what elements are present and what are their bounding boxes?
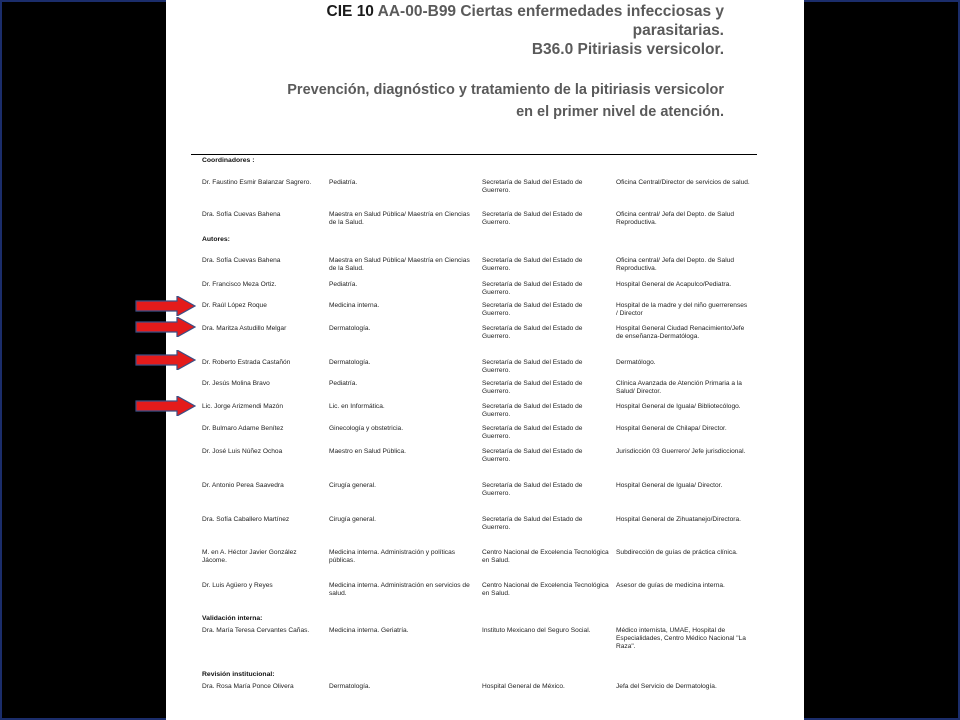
specialty: Maestra en Salud Pública/ Maestría en Ciencias de la Salud. [329, 257, 470, 273]
position: Dermatólogo. [616, 359, 656, 366]
header-line-3: B36.0 Pitiriasis versicolor. [531, 41, 724, 58]
specialty: Cirugía general. [329, 482, 376, 489]
position: Hospital de la madre y del niño guerrerenses / Director [616, 302, 748, 318]
position: Médico internista, UMAE, Hospital de Especialidades, Centro Médico Nacional "La Raza". [616, 627, 746, 651]
position: Oficina central/ Jefa del Depto. de Salud Reproductiva. [616, 257, 735, 273]
position: Oficina Central/Director de servicios de salud. [616, 179, 750, 186]
institution: Secretaría de Salud del Estado de Guerrero. [482, 325, 583, 341]
position: Jurisdicción 03 Guerrero/ Jefe jurisdiccional. [616, 448, 746, 455]
person-name: Dra. María Teresa Cervantes Cañas. [202, 627, 310, 634]
person-name: Lic. Jorge Arizmendi Mazón [202, 403, 283, 410]
institution: Secretaría de Salud del Estado de Guerrero. [482, 257, 583, 273]
position: Asesor de guías de medicina interna. [616, 582, 725, 589]
red-arrow-icon [135, 350, 196, 370]
specialty: Medicina interna. Administración y políticas públicas. [329, 549, 456, 565]
institution: Secretaría de Salud del Estado de Guerrero. [482, 403, 583, 419]
section-revision: Revisión institucional: [202, 671, 275, 678]
person-name: Dr. Raúl López Roque [202, 302, 267, 309]
section-autores: Autores: [202, 236, 230, 243]
institution: Secretaría de Salud del Estado de Guerrero. [482, 281, 583, 297]
header-rule [191, 154, 757, 155]
person-name: Dra. Sofía Cuevas Bahena [202, 257, 281, 264]
section-validacion: Validación interna: [202, 615, 263, 622]
institution: Centro Nacional de Excelencia Tecnológica en Salud. [482, 549, 609, 565]
red-arrow-icon [135, 396, 196, 416]
specialty: Medicina interna. Geriatría. [329, 627, 409, 634]
institution: Secretaría de Salud del Estado de Guerrero. [482, 179, 583, 195]
institution: Secretaría de Salud del Estado de Guerrero. [482, 516, 583, 532]
person-name: Dra. Sofía Cuevas Bahena [202, 211, 281, 218]
subtitle-line-1: Prevención, diagnóstico y tratamiento de la pitiriasis versicolor [287, 82, 724, 98]
person-name: Dr. Francisco Meza Ortiz. [202, 281, 277, 288]
position: Hospital General de Iguala/ Director. [616, 482, 723, 489]
position: Hospital General de Iguala/ Bibliotecólogo. [616, 403, 741, 410]
specialty: Dermatología. [329, 683, 371, 690]
position: Hospital General Ciudad Renacimiento/Jefe de enseñanza-Dermatóloga. [616, 325, 745, 341]
cie-range: AA-00-B99 Ciertas enfermedades infecciosas y [373, 3, 724, 20]
specialty: Maestra en Salud Pública/ Maestría en Ciencias de la Salud. [329, 211, 470, 227]
cie-code: CIE 10 [326, 3, 374, 20]
position: Jefa del Servicio de Dermatología. [616, 683, 717, 690]
person-name: Dra. Maritza Astudillo Melgar [202, 325, 287, 332]
specialty: Pediatría. [329, 179, 358, 186]
institution: Secretaría de Salud del Estado de Guerrero. [482, 211, 583, 227]
institution: Secretaría de Salud del Estado de Guerrero. [482, 425, 583, 441]
position: Hospital General de Chilapa/ Director. [616, 425, 727, 432]
position: Clínica Avanzada de Atención Primaria a la Salud/ Director. [616, 380, 742, 396]
institution: Secretaría de Salud del Estado de Guerrero. [482, 302, 583, 318]
header-line-2: parasitarias. [632, 22, 724, 39]
person-name: Dr. Antonio Perea Saavedra [202, 482, 284, 489]
institution: Secretaría de Salud del Estado de Guerrero. [482, 359, 583, 375]
specialty: Dermatología. [329, 359, 371, 366]
specialty: Lic. en Informática. [329, 403, 385, 410]
institution: Secretaría de Salud del Estado de Guerrero. [482, 448, 583, 464]
header-line-1 [166, 3, 724, 21]
specialty: Medicina interna. Administración en servicios de salud. [329, 582, 470, 598]
person-name: Dra. Sofía Caballero Martínez [202, 516, 290, 523]
specialty: Ginecología y obstetricia. [329, 425, 404, 432]
red-arrow-icon [135, 317, 196, 337]
person-name: Dra. Rosa María Ponce Olivera [202, 683, 294, 690]
specialty: Dermatología. [329, 325, 371, 332]
person-name: Dr. Jesús Molina Bravo [202, 380, 270, 387]
specialty: Pediatría. [329, 281, 358, 288]
specialty: Maestro en Salud Pública. [329, 448, 406, 455]
specialty: Cirugía general. [329, 516, 376, 523]
position: Oficina central/ Jefa del Depto. de Salud Reproductiva. [616, 211, 735, 227]
institution: Centro Nacional de Excelencia Tecnológica en Salud. [482, 582, 609, 598]
position: Subdirección de guías de práctica clínica. [616, 549, 738, 556]
institution: Secretaría de Salud del Estado de Guerrero. [482, 380, 583, 396]
position: Hospital General de Acapulco/Pediatra. [616, 281, 732, 288]
person-name: Dr. José Luis Núñez Ochoa [202, 448, 283, 455]
person-name: Dr. Luis Agüero y Reyes [202, 582, 273, 589]
specialty: Medicina interna. [329, 302, 380, 309]
specialty: Pediatría. [329, 380, 358, 387]
red-arrow-icon [135, 296, 196, 316]
person-name: Dr. Bulmaro Adame Benítez [202, 425, 284, 432]
person-name: Dr. Faustino Esmir Balanzar Sagrero. [202, 179, 312, 186]
person-name: Dr. Roberto Estrada Castañón [202, 359, 291, 366]
document-page [166, 0, 804, 720]
institution: Hospital General de México. [482, 683, 565, 690]
institution: Instituto Mexicano del Seguro Social. [482, 627, 591, 634]
position: Hospital General de Zihuatanejo/Directora. [616, 516, 741, 523]
person-name: M. en A. Héctor Javier González Jácome. [202, 549, 297, 565]
section-coordinadores: Coordinadores : [202, 157, 255, 164]
subtitle-line-2: en el primer nivel de atención. [516, 104, 724, 120]
institution: Secretaría de Salud del Estado de Guerrero. [482, 482, 583, 498]
